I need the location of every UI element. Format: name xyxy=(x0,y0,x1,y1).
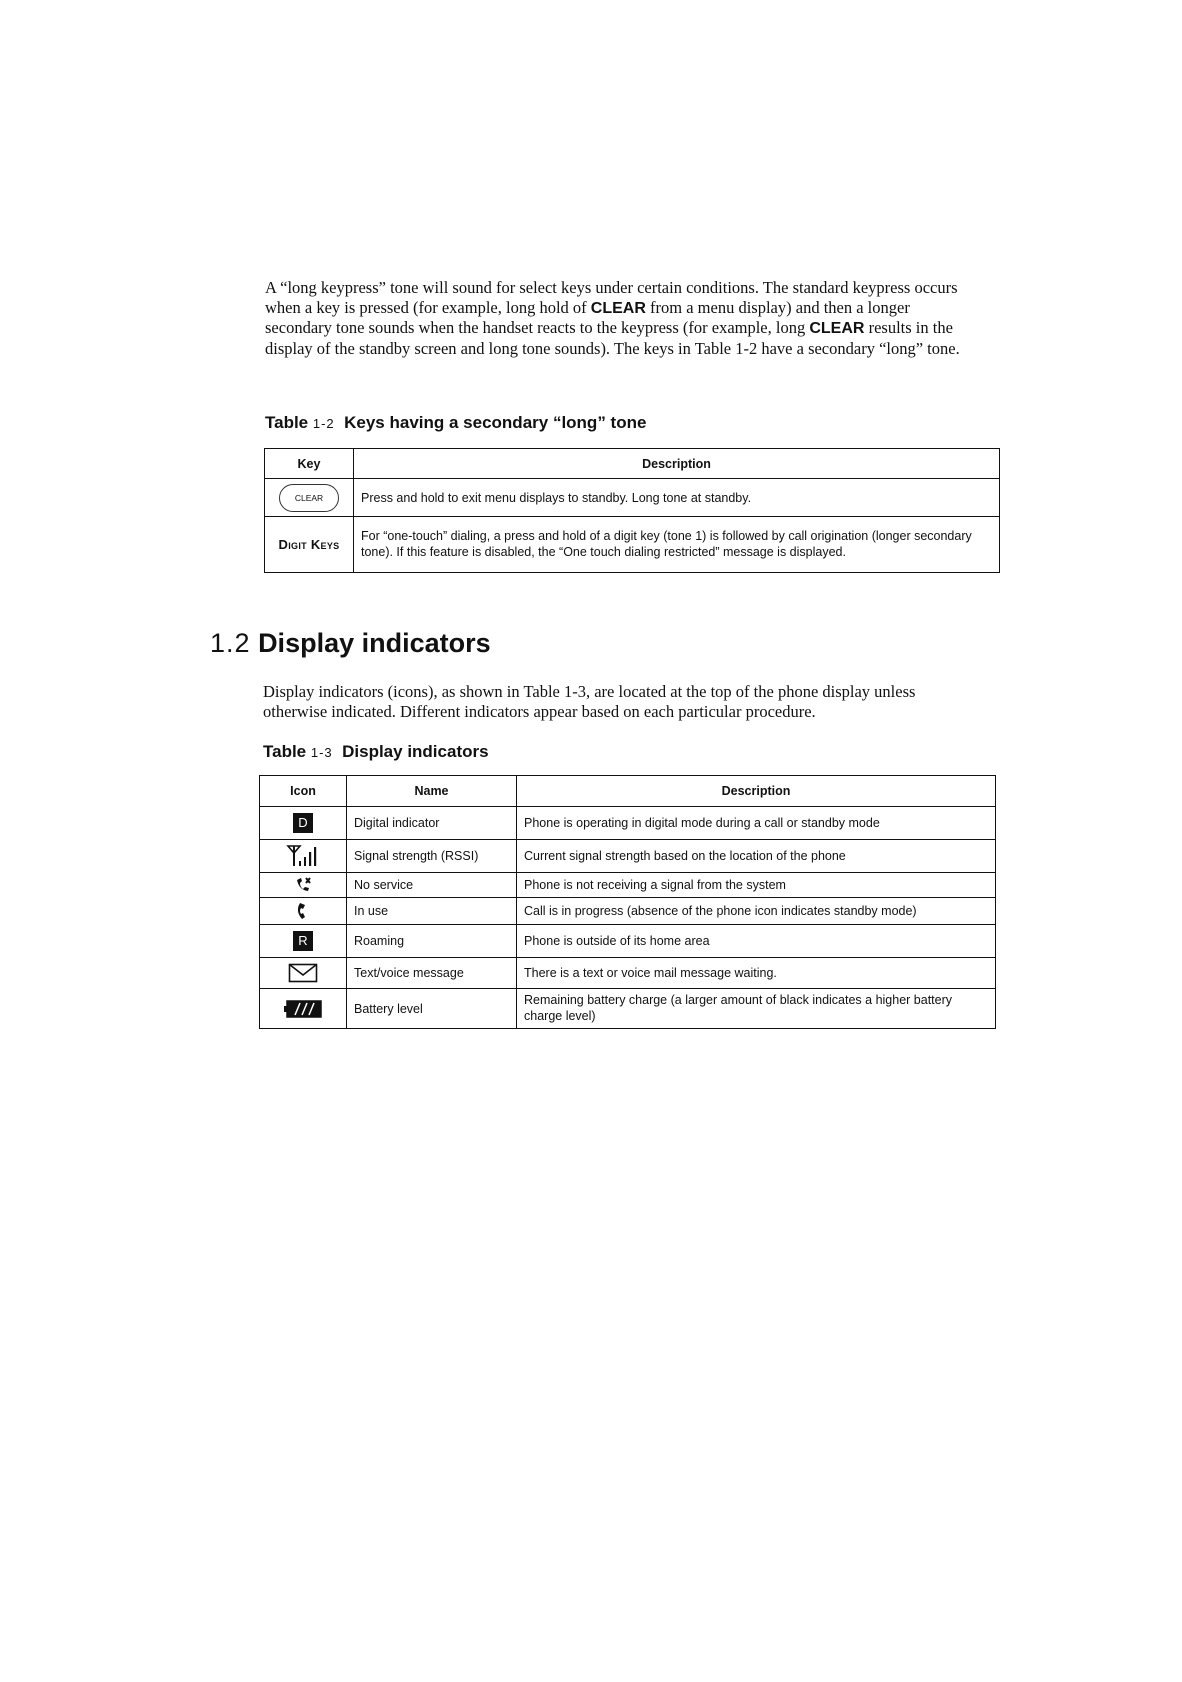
caption-number: 1-2 xyxy=(312,416,335,431)
keys-table xyxy=(264,448,1000,573)
intro-text-part3: results in the display of the standby screen and long tone sounds). The keys in Table 1-2 have a secondary “long” tone. xyxy=(265,318,960,358)
section-title: Display indicators xyxy=(258,628,491,658)
icon-cell xyxy=(260,925,347,958)
table-row xyxy=(260,958,996,989)
caption-prefix: Table xyxy=(265,413,309,432)
digital-indicator-icon: D xyxy=(293,813,313,833)
description-cell: Phone is operating in digital mode during a call or standby mode xyxy=(517,807,996,840)
table-row xyxy=(265,479,1000,517)
intro-paragraph xyxy=(265,278,977,358)
no-service-icon xyxy=(294,876,312,894)
name-cell: Signal strength (RSSI) xyxy=(347,840,517,873)
icon-cell xyxy=(260,898,347,925)
name-cell: In use xyxy=(347,898,517,925)
icon-cell xyxy=(260,873,347,898)
caption-title: Keys having a secondary “long” tone xyxy=(344,413,647,432)
name-cell: Text/voice message xyxy=(347,958,517,989)
table-header-row xyxy=(265,449,1000,479)
name-cell: No service xyxy=(347,873,517,898)
description-cell: Current signal strength based on the location of the phone xyxy=(517,840,996,873)
name-cell: Digital indicator xyxy=(347,807,517,840)
name-cell: Roaming xyxy=(347,925,517,958)
digit-keys-label: Digit Keys xyxy=(278,537,340,552)
header-icon: Icon xyxy=(260,776,347,807)
description-cell: Phone is not receiving a signal from the system xyxy=(517,873,996,898)
key-cell xyxy=(265,517,354,573)
description-cell: Press and hold to exit menu displays to standby. Long tone at standby. xyxy=(354,479,1000,517)
description-cell: Phone is outside of its home area xyxy=(517,925,996,958)
intro-text-part1: A “long keypress” tone will sound for select keys under certain conditions. The standard keypress occurs when a key is pressed (for example, long hold of xyxy=(265,278,958,317)
table-row xyxy=(260,925,996,958)
header-name: Name xyxy=(347,776,517,807)
signal-strength-icon xyxy=(286,844,320,868)
key-cell xyxy=(265,479,354,517)
table-row xyxy=(260,840,996,873)
description-cell: For “one-touch” dialing, a press and hold of a digit key (tone 1) is followed by call origination (longer secondary tone). If this feature is disabled, the “One touch dialing restricted” message is displayed. xyxy=(354,517,1000,573)
display-indicators-table xyxy=(259,775,996,1029)
table-1-2-caption xyxy=(265,413,646,433)
header-description: Description xyxy=(354,449,1000,479)
section-heading xyxy=(210,628,491,659)
clear-key-name-1: CLEAR xyxy=(590,299,646,317)
section-paragraph: Display indicators (icons), as shown in Table 1-3, are located at the top of the phone display unless otherwise indicated. Different indicators appear based on each particular procedure. xyxy=(263,682,916,721)
in-use-icon xyxy=(295,901,311,921)
table-row xyxy=(260,898,996,925)
description-cell: There is a text or voice mail message waiting. xyxy=(517,958,996,989)
icon-cell xyxy=(260,958,347,989)
roaming-icon: R xyxy=(293,931,313,951)
section-number: 1.2 xyxy=(210,628,251,658)
table-row xyxy=(260,989,996,1029)
clear-key-name-2: CLEAR xyxy=(809,320,865,337)
table-row xyxy=(260,873,996,898)
caption-number: 1-3 xyxy=(310,745,333,760)
header-key: Key xyxy=(265,449,354,479)
description-cell: Remaining battery charge (a larger amount of black indicates a higher battery charge level) xyxy=(517,989,996,1029)
icon-cell xyxy=(260,807,347,840)
icon-cell xyxy=(260,989,347,1029)
clear-key-icon: CLEAR xyxy=(279,484,339,512)
table-header-row xyxy=(260,776,996,807)
intro-text-part2: from a menu display) and then a longer secondary tone sounds when the handset reacts to the keypress (for example, long xyxy=(265,297,910,337)
battery-icon xyxy=(283,999,323,1019)
description-cell: Call is in progress (absence of the phone icon indicates standby mode) xyxy=(517,898,996,925)
icon-cell xyxy=(260,840,347,873)
name-cell: Battery level xyxy=(347,989,517,1029)
header-description: Description xyxy=(517,776,996,807)
caption-title: Display indicators xyxy=(342,742,489,761)
table-1-3-caption xyxy=(263,742,489,762)
caption-prefix: Table xyxy=(263,742,307,761)
table-row xyxy=(265,517,1000,573)
table-row xyxy=(260,807,996,840)
envelope-icon xyxy=(288,963,318,983)
